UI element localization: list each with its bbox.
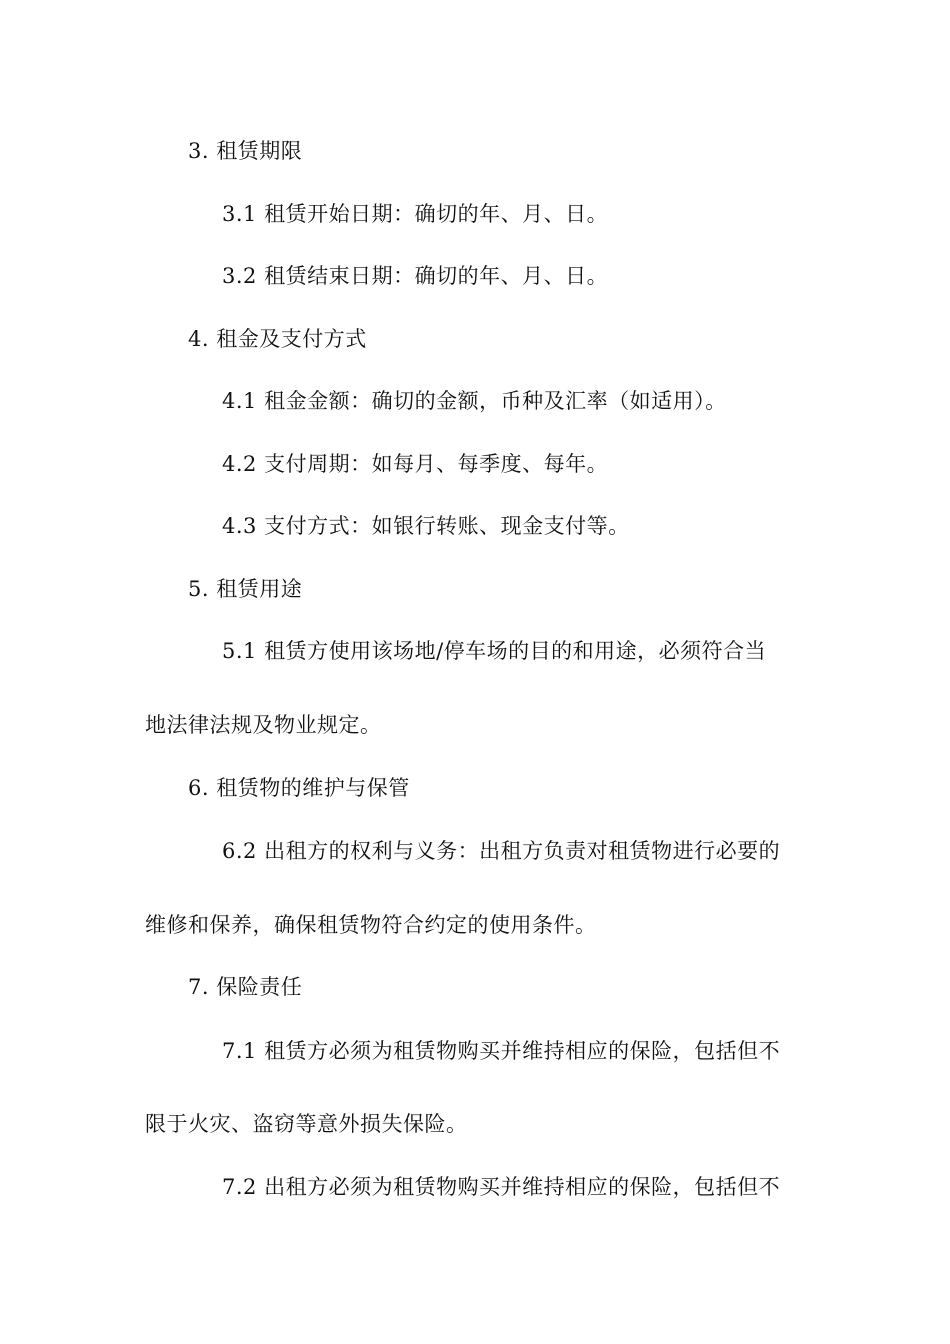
clause-5-1: 5.1 租赁方使用该场地/停车场的目的和用途，必须符合当: [222, 639, 767, 663]
section-4-heading: 4. 租金及支付方式: [188, 327, 367, 351]
clause-4-2: 4.2 支付周期：如每月、每季度、每年。: [222, 452, 609, 476]
clause-4-3: 4.3 支付方式：如银行转账、现金支付等。: [222, 514, 630, 538]
clause-7-1-continuation: 限于火灾、盗窃等意外损失保险。: [145, 1112, 468, 1136]
clause-6-2-continuation: 维修和保养，确保租赁物符合约定的使用条件。: [145, 913, 597, 937]
clause-3-2: 3.2 租赁结束日期：确切的年、月、日。: [222, 264, 609, 288]
clause-5-1-continuation: 地法律法规及物业规定。: [145, 713, 382, 737]
section-3-heading: 3. 租赁期限: [188, 139, 303, 163]
clause-3-1: 3.1 租赁开始日期：确切的年、月、日。: [222, 202, 609, 226]
clause-6-2: 6.2 出租方的权利与义务：出租方负责对租赁物进行必要的: [222, 839, 781, 863]
clause-7-1: 7.1 租赁方必须为租赁物购买并维持相应的保险，包括但不: [222, 1039, 781, 1063]
section-7-heading: 7. 保险责任: [188, 975, 303, 999]
section-6-heading: 6. 租赁物的维护与保管: [188, 776, 410, 800]
section-5-heading: 5. 租赁用途: [188, 577, 303, 601]
clause-7-2: 7.2 出租方必须为租赁物购买并维持相应的保险，包括但不: [222, 1175, 781, 1199]
clause-4-1: 4.1 租金金额：确切的金额，币种及汇率（如适用）。: [222, 389, 727, 413]
